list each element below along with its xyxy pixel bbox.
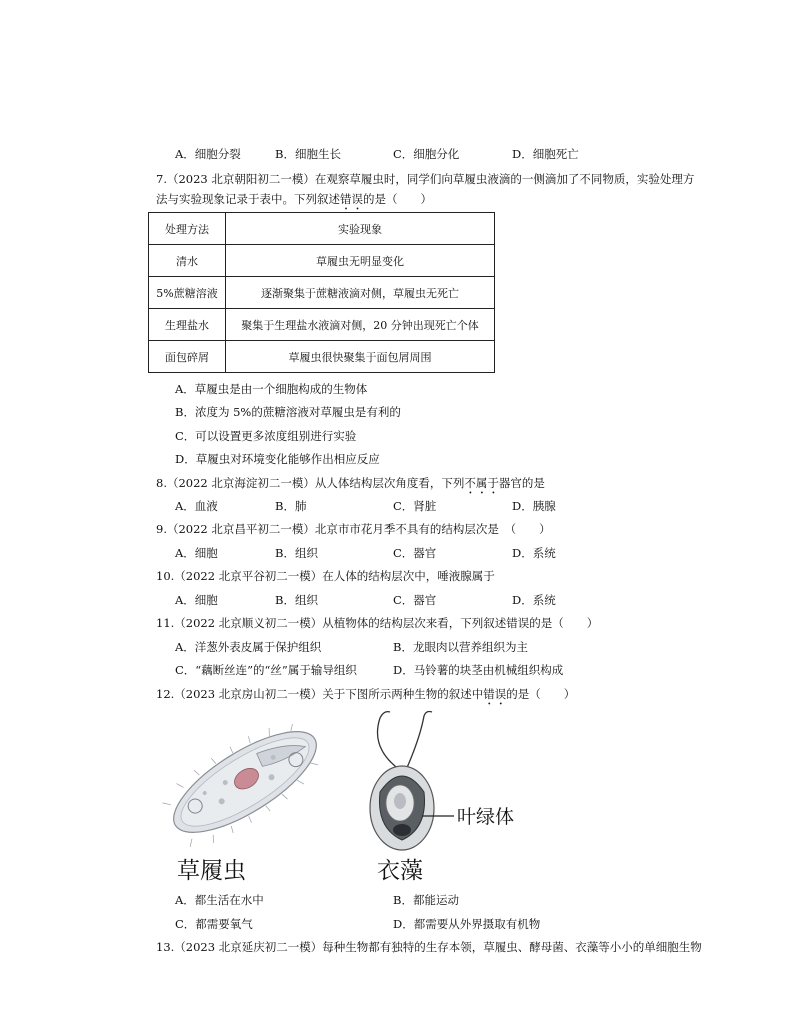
paramecium-caption: 草履虫 [177,858,246,884]
q11-stem: 11.（2022 北京顺义初二一模）从植物体的结构层次来看，下列叙述错误的是（ ） [156,616,599,630]
table-header: 实验现象 [226,213,495,245]
table-cell: 生理盐水 [149,309,226,341]
q11-option-b: B．龙眼肉以营养组织为主 [393,640,528,654]
q12-stem [156,686,575,708]
table-cell: 草履虫很快聚集于面包屑周围 [226,341,495,373]
table-cell: 5%蔗糖溶液 [149,277,226,309]
chlamydomonas-figure [350,708,530,858]
q11-option-d: D．马铃薯的块茎由机械组织构成 [393,663,564,677]
q8-stem [156,475,545,497]
q7-stem-line1: 7.（2023 北京朝阳初二一模）在观察草履虫时，同学们向草履虫液滴的一侧滴加了不同物质，实验处理方 [156,172,695,186]
q10-stem: 10.（2022 北京平谷初二一模）在人体的结构层次中，唾液腺属于 [156,569,495,583]
q9-option-d: D．系统 [512,546,556,560]
table-cell: 逐渐聚集于蔗糖液滴对侧，草履虫无死亡 [226,277,495,309]
chlamydomonas-caption: 衣藻 [377,858,423,884]
q7-option-d: D．草履虫对环境变化能够作出相应反应 [175,452,380,466]
q11-option-c: C．“藕断丝连”的“丝”属于输导组织 [175,663,357,677]
q6-option-a: A．细胞分裂 [175,147,241,161]
paramecium-figure [150,712,340,852]
chloroplast-label: 叶绿体 [457,806,515,828]
q11-option-a: A．洋葱外表皮属于保护组织 [175,640,322,654]
table-cell: 清水 [149,245,226,277]
q9-option-a: A．细胞 [175,546,218,560]
q8-option-d: D．胰腺 [512,499,556,513]
q12-stem-post: 的是（ ） [506,687,576,701]
q8-stem-pre: 8.（2022 北京海淀初二一模）从人体结构层次角度看，下列 [156,476,465,490]
q8-option-b: B．肺 [275,499,307,513]
q7-stem-line2 [156,191,432,213]
q13-stem: 13.（2023 北京延庆初二一模）每种生物都有独特的生存本领，草履虫、酵母菌、衣藻等小小的单细胞生物 [156,940,702,954]
q12-stem-emphasis: 错误 [483,687,507,701]
table-cell: 草履虫无明显变化 [226,245,495,277]
q10-option-c: C．器官 [393,593,437,607]
table-header-row [149,213,495,245]
table-cell: 聚集于生理盐水液滴对侧，20 分钟出现死亡个体 [226,309,495,341]
q12-option-a: A．都生活在水中 [175,893,264,907]
q10-option-a: A．细胞 [175,593,218,607]
table-row [149,277,495,309]
q7-option-c: C．可以设置更多浓度组别进行实验 [175,429,357,443]
table-row [149,341,495,373]
table-header: 处理方法 [149,213,226,245]
q8-option-c: C．肾脏 [393,499,437,513]
q7-option-b: B．浓度为 5%的蔗糖溶液对草履虫是有利的 [175,405,401,419]
q7-stem-pre: 法与实验现象记录于表中。下列叙述 [156,192,340,206]
q9-option-b: B．组织 [275,546,318,560]
q6-option-d: D．细胞死亡 [512,147,579,161]
table-cell: 面包碎屑 [149,341,226,373]
q8-option-a: A．血液 [175,499,218,513]
q8-stem-post: 器官的是 [498,476,545,490]
q12-option-b: B．都能运动 [393,893,459,907]
q10-option-d: D．系统 [512,593,556,607]
q12-stem-pre: 12.（2023 北京房山初二一模）关于下图所示两种生物的叙述中 [156,687,484,701]
q10-option-b: B．组织 [275,593,318,607]
q6-option-c: C．细胞分化 [393,147,460,161]
q9-stem: 9.（2022 北京昌平初二一模）北京市市花月季不具有的结构层次是 （ ） [156,522,551,536]
table-row [149,245,495,277]
q7-table [148,212,495,373]
q12-option-d: D．都需要从外界摄取有机物 [393,917,541,931]
q6-option-b: B．细胞生长 [275,147,341,161]
q7-stem-post: 的是（ ） [363,192,432,206]
q7-option-a: A．草履虫是由一个细胞构成的生物体 [175,382,368,396]
q8-stem-emphasis: 不属于 [464,476,499,490]
q12-option-c: C．都需要氧气 [175,917,253,931]
q7-stem-emphasis: 错误 [340,192,363,206]
q9-option-c: C．器官 [393,546,437,560]
table-row [149,309,495,341]
